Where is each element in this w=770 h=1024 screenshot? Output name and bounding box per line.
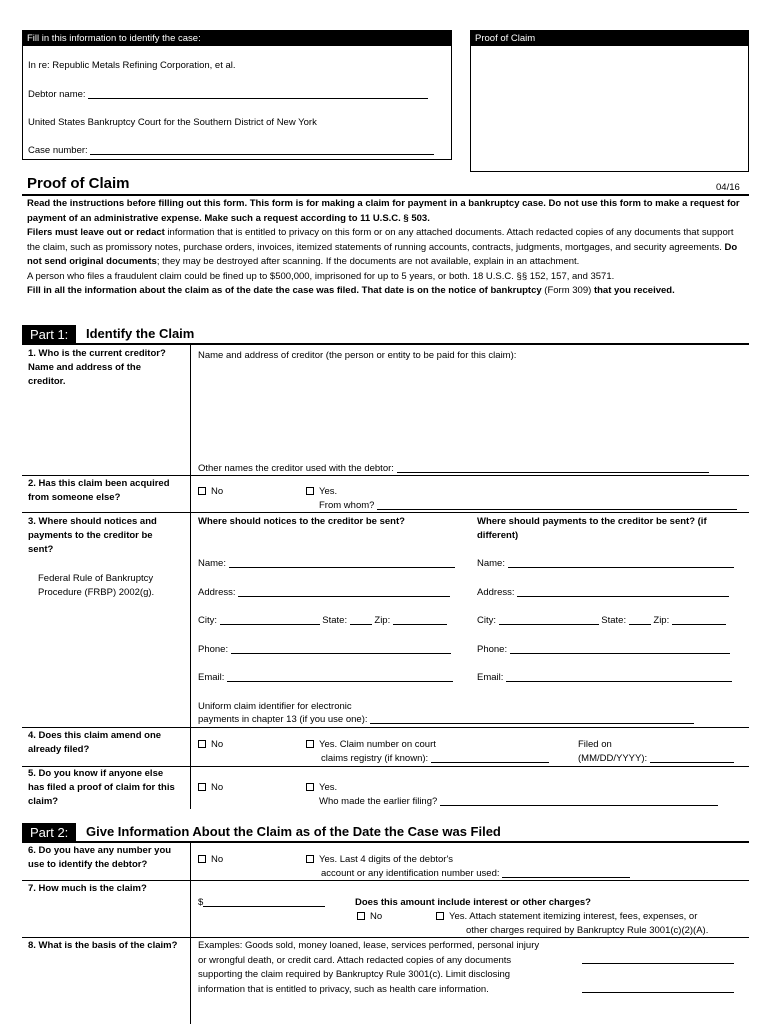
- interest-question: Does this amount include interest or other charges?: [355, 897, 591, 908]
- notice-phone-label: Phone:: [198, 644, 229, 655]
- payment-name-label: Name:: [477, 558, 505, 569]
- notice-name-field[interactable]: [229, 558, 455, 568]
- payment-state-field[interactable]: [629, 615, 651, 625]
- payment-address-label: Address:: [477, 587, 515, 598]
- q5-no-checkbox[interactable]: [198, 783, 206, 791]
- q6-yes-label-2: account or any identification number used:: [321, 868, 500, 879]
- q1-divider: [22, 475, 749, 476]
- payment-email-field[interactable]: [506, 672, 732, 682]
- q7-yes-label-2: other charges required by Bankruptcy Rule 3001(c)(2)(A).: [466, 925, 709, 936]
- claim-amount-field[interactable]: [203, 897, 325, 907]
- case-info-box: [22, 30, 452, 160]
- q7-no-checkbox[interactable]: [357, 912, 365, 920]
- filed-on-date-field[interactable]: [650, 753, 734, 763]
- q7-yes-label-1: Yes. Attach statement itemizing interest, fees, expenses, or: [449, 911, 698, 922]
- q2-yes-label: Yes.: [319, 486, 338, 497]
- q4-no-label: No: [211, 739, 224, 750]
- title-rule: [22, 194, 749, 196]
- part1-label: Part 1:: [22, 325, 76, 344]
- other-names-field[interactable]: [397, 463, 709, 473]
- last-4-digits-field[interactable]: [502, 868, 630, 878]
- uci-field[interactable]: [370, 714, 694, 724]
- form-version: 04/16: [716, 182, 740, 193]
- part1-column-divider: [190, 343, 191, 809]
- in-re-text: In re: Republic Metals Refining Corporation, et al.: [28, 60, 236, 71]
- q7-question: 7. How much is the claim?: [28, 883, 147, 894]
- notice-name-label: Name:: [198, 558, 226, 569]
- payment-state-label: State:: [601, 615, 627, 626]
- from-whom-field[interactable]: [377, 500, 737, 510]
- filed-on-label-1: Filed on: [578, 739, 612, 750]
- q5-question: 5. Do you know if anyone else has filed a proof of claim for this claim?: [28, 768, 175, 807]
- notice-address-field[interactable]: [238, 587, 450, 597]
- instructions-p1: Read the instructions before filling out this form. This form is for making a claim for payment in a bankruptcy case. Do not use this form to make a request for payment of an administrative expense. Make such a request according to 11 U.S.C. § 503.: [27, 198, 740, 224]
- q2-no-label: No: [211, 486, 224, 497]
- uci-line-1: Uniform claim identifier for electronic: [198, 701, 352, 712]
- part1-title: Identify the Claim: [86, 326, 195, 341]
- other-names-label: Other names the creditor used with the debtor:: [198, 463, 394, 474]
- notice-zip-label: Zip:: [374, 615, 391, 626]
- notices-heading: Where should notices to the creditor be sent?: [198, 516, 405, 527]
- earlier-filing-field[interactable]: [440, 796, 718, 806]
- q3-question: 3. Where should notices and payments to the creditor be sent?: [28, 516, 157, 555]
- proof-of-claim-box: [470, 30, 749, 172]
- q2-yes-checkbox[interactable]: [306, 487, 314, 495]
- q8-examples-line-1: Examples: Goods sold, money loaned, lease, services performed, personal injury: [198, 940, 540, 951]
- claim-basis-field-1[interactable]: [582, 954, 734, 964]
- q5-no-label: No: [211, 782, 224, 793]
- payment-city-label: City:: [477, 615, 496, 626]
- notice-city-field[interactable]: [220, 615, 320, 625]
- q6-yes-checkbox[interactable]: [306, 855, 314, 863]
- payment-name-field[interactable]: [508, 558, 734, 568]
- q8-examples-line-2: or wrongful death, or credit card. Attach redacted copies of any documents: [198, 955, 512, 966]
- payment-phone-label: Phone:: [477, 644, 508, 655]
- q6-divider: [22, 880, 749, 881]
- q1-question: 1. Who is the current creditor? Name and address of the creditor.: [28, 348, 166, 387]
- payment-zip-field[interactable]: [672, 615, 726, 625]
- part2-title: Give Information About the Claim as of the Date the Case was Filed: [86, 824, 501, 839]
- page-title: Proof of Claim: [27, 175, 130, 192]
- q4-yes-label-1: Yes. Claim number on court: [319, 739, 436, 750]
- notice-email-field[interactable]: [227, 672, 453, 682]
- q7-yes-checkbox[interactable]: [436, 912, 444, 920]
- uci-line-2: payments in chapter 13 (if you use one):: [198, 714, 368, 725]
- claim-number-field[interactable]: [431, 753, 549, 763]
- earlier-filing-label: Who made the earlier filing?: [319, 796, 438, 807]
- proof-of-claim-header: Proof of Claim: [471, 31, 748, 46]
- notice-phone-field[interactable]: [231, 644, 451, 654]
- debtor-name-label: Debtor name:: [28, 89, 86, 100]
- notice-address-label: Address:: [198, 587, 236, 598]
- claim-amount-dollar: $: [198, 897, 204, 908]
- q2-no-checkbox[interactable]: [198, 487, 206, 495]
- q4-yes-checkbox[interactable]: [306, 740, 314, 748]
- q2-question: 2. Has this claim been acquired from someone else?: [28, 478, 170, 503]
- q7-divider: [22, 937, 749, 938]
- case-info-header: Fill in this information to identify the case:: [23, 31, 451, 46]
- q6-yes-label-1: Yes. Last 4 digits of the debtor's: [319, 854, 454, 865]
- payment-phone-field[interactable]: [510, 644, 730, 654]
- part1-rule: [22, 343, 749, 345]
- notice-state-label: State:: [322, 615, 348, 626]
- case-number-label: Case number:: [28, 145, 88, 156]
- instructions-p4: Fill in all the information about the claim as of the date the case was filed. That date is on the notice of bankruptcy (Form 309) that you received.: [27, 285, 675, 296]
- q6-no-label: No: [211, 854, 224, 865]
- filed-on-label-2: (MM/DD/YYYY):: [578, 753, 648, 764]
- instructions: [27, 197, 747, 299]
- payment-city-field[interactable]: [499, 615, 599, 625]
- q8-examples-line-4: information that is entitled to privacy, such as health care information.: [198, 984, 489, 995]
- q6-question: 6. Do you have any number you use to identify the debtor?: [28, 845, 172, 870]
- notice-city-label: City:: [198, 615, 217, 626]
- part2-rule: [22, 841, 749, 843]
- q4-yes-label-2: claims registry (if known):: [321, 753, 429, 764]
- q8-examples-line-3: supporting the claim required by Bankruptcy Rule 3001(c). Limit disclosing: [198, 969, 511, 980]
- q5-yes-checkbox[interactable]: [306, 783, 314, 791]
- q4-question: 4. Does this claim amend one already filed?: [28, 730, 162, 755]
- debtor-name-field[interactable]: [88, 89, 428, 99]
- q5-yes-label: Yes.: [319, 782, 338, 793]
- payments-heading: Where should payments to the creditor be sent? (if different): [477, 516, 707, 541]
- instructions-p2: Filers must leave out or redact information that is entitled to privacy on this form or on any attached documents. Attach redacted copies of any documents that support the claim, such as promissory notes, purchase orders, invoices, itemized statements of running accounts, contracts, judgments, mortgages, and security agreements. Do not send original documents; they may be destroyed after scanning. If the documents are not available, explain in an attachment.: [27, 227, 738, 267]
- q1-prompt: Name and address of creditor (the person or entity to be paid for this claim):: [198, 350, 517, 361]
- notice-state-field[interactable]: [350, 615, 372, 625]
- q8-question: 8. What is the basis of the claim?: [28, 940, 178, 951]
- case-number-field[interactable]: [90, 145, 434, 155]
- part2-label: Part 2:: [22, 823, 76, 842]
- q7-no-label: No: [370, 911, 383, 922]
- payment-email-label: Email:: [477, 672, 504, 683]
- claim-basis-field-2[interactable]: [582, 983, 734, 993]
- frbp-rule-text: Federal Rule of Bankruptcy Procedure (FRBP) 2002(g).: [38, 573, 155, 598]
- court-text: United States Bankruptcy Court for the Southern District of New York: [28, 117, 317, 128]
- q2-divider: [22, 512, 749, 513]
- q4-no-checkbox[interactable]: [198, 740, 206, 748]
- notice-zip-field[interactable]: [393, 615, 447, 625]
- notice-email-label: Email:: [198, 672, 225, 683]
- instructions-p3: A person who files a fraudulent claim could be fined up to $500,000, imprisoned for up to 5 years, or both. 18 U.S.C. §§ 152, 157, and 3571.: [27, 270, 615, 282]
- q6-no-checkbox[interactable]: [198, 855, 206, 863]
- payment-address-field[interactable]: [517, 587, 729, 597]
- part2-column-divider: [190, 841, 191, 1024]
- q3-divider: [22, 727, 749, 728]
- from-whom-label: From whom?: [319, 500, 375, 511]
- payment-zip-label: Zip:: [653, 615, 670, 626]
